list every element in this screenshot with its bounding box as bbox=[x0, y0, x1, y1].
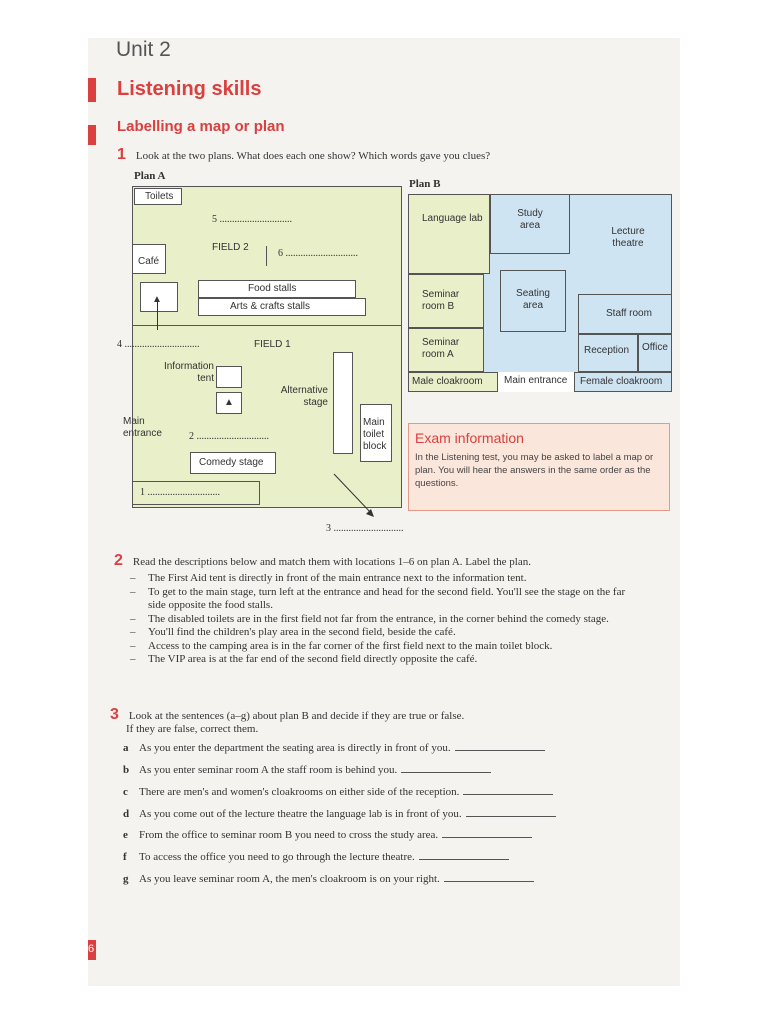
q2-list bbox=[130, 572, 630, 667]
exam-info-box bbox=[408, 423, 670, 511]
sentence-d: d As you come out of the lecture theatre the language lab is in front of you. bbox=[123, 807, 556, 820]
seminar-b-label: Seminar room B bbox=[422, 289, 460, 312]
list-item: – To get to the main stage, turn left at the entrance and head for the second field. You'll see the stage on the far side opposite the food stalls. bbox=[130, 585, 626, 611]
comedy-stage-label: Comedy stage bbox=[199, 457, 264, 468]
question-number: 1 bbox=[117, 146, 126, 163]
sentence-g: g As you leave seminar room A, the men's cloakroom is on your right. bbox=[123, 872, 534, 885]
heading-accent-bar bbox=[88, 78, 96, 102]
answer-blank[interactable] bbox=[401, 763, 491, 773]
question-text: Look at the sentences (a–g) about plan B and decide if they are true or false. bbox=[128, 710, 465, 722]
list-item: – The First Aid tent is directly in front of the main entrance next to the information tent. bbox=[130, 572, 527, 584]
section-title: Listening skills bbox=[117, 78, 262, 100]
seating-area-label: Seating area bbox=[516, 288, 550, 311]
list-item: – Access to the camping area is in the far corner of the first field next to the main toilet block. bbox=[130, 639, 553, 652]
sentence-e: e From the office to seminar room B you need to cross the study area. bbox=[123, 828, 532, 841]
toilets-label: Toilets bbox=[145, 191, 174, 202]
question-3 bbox=[110, 706, 464, 724]
main-entrance-label-b: Main entrance bbox=[504, 375, 568, 386]
info-tent-box bbox=[216, 366, 242, 388]
sentence-a: a As you enter the department the seating area is directly in front of you. bbox=[123, 741, 545, 754]
question-number: 2 bbox=[114, 552, 123, 569]
page-number: 6 bbox=[88, 943, 95, 955]
field-2-label: FIELD 2 bbox=[212, 242, 249, 253]
subheading-accent-bar bbox=[88, 125, 96, 145]
exam-info-text: In the Listening test, you may be asked to label a map or plan. You will hear the answers in the same order as the questions. bbox=[415, 452, 654, 489]
corner-arrow-icon bbox=[330, 470, 380, 520]
food-stalls-label: Food stalls bbox=[248, 283, 297, 294]
list-item: – The VIP area is at the far end of the second field directly opposite the café. bbox=[130, 653, 478, 665]
answer-blank[interactable] bbox=[442, 828, 532, 838]
language-lab-label: Language lab bbox=[422, 213, 483, 224]
female-cloakroom-label: Female cloakroom bbox=[580, 376, 663, 387]
arrow-up-icon: ▲ bbox=[152, 294, 162, 305]
cafe-label: Café bbox=[138, 256, 160, 267]
main-entrance-label: Main entrance bbox=[123, 416, 162, 439]
info-tent-label: Information tent bbox=[163, 361, 214, 384]
office-label: Office bbox=[642, 342, 668, 353]
question-2 bbox=[114, 552, 531, 570]
field-divider bbox=[132, 325, 402, 326]
blank-4: 4 .............................. bbox=[117, 339, 200, 350]
answer-blank[interactable] bbox=[444, 872, 534, 882]
male-cloakroom-label: Male cloakroom bbox=[412, 376, 483, 387]
alternative-stage-box bbox=[333, 352, 353, 454]
answer-blank[interactable] bbox=[466, 807, 556, 817]
arrow-up-icon: ▲ bbox=[224, 397, 234, 408]
page-sheet bbox=[88, 38, 680, 986]
question-number: 3 bbox=[110, 706, 119, 723]
blank-5: 5 ............................. bbox=[212, 214, 292, 225]
blank-2: 2 ............................. bbox=[189, 431, 269, 442]
plan-b-title: Plan B bbox=[409, 178, 441, 190]
question-3-text-2: If they are false, correct them. bbox=[126, 723, 259, 735]
language-lab-room bbox=[408, 194, 490, 274]
seminar-a-label: Seminar room A bbox=[422, 337, 460, 360]
staff-room-label: Staff room bbox=[606, 308, 652, 319]
question-text: Read the descriptions below and match them with locations 1–6 on plan A. Label the plan. bbox=[132, 556, 531, 568]
main-toilet-block-label: Main toilet block bbox=[363, 417, 387, 452]
answer-blank[interactable] bbox=[419, 850, 509, 860]
sentence-b: b As you enter seminar room A the staff room is behind you. bbox=[123, 763, 491, 776]
blank-1: 1 ............................. bbox=[140, 487, 220, 498]
alternative-stage-label: Alternative stage bbox=[280, 385, 328, 408]
reception-label: Reception bbox=[584, 345, 630, 356]
blank-3: 3 ............................ bbox=[326, 523, 404, 534]
answer-blank[interactable] bbox=[455, 741, 545, 751]
plan-a-title: Plan A bbox=[134, 170, 166, 182]
list-item: – The disabled toilets are in the first field not far from the entrance, in the corner behind the comedy stage. bbox=[130, 612, 609, 625]
section-subtitle: Labelling a map or plan bbox=[117, 118, 285, 135]
arts-stalls-label: Arts & crafts stalls bbox=[230, 301, 311, 312]
unit-label: Unit 2 bbox=[116, 38, 171, 61]
lecture-theatre-label: Lecture theatre bbox=[611, 226, 645, 249]
question-1 bbox=[117, 146, 490, 164]
sentence-f: f To access the office you need to go through the lecture theatre. bbox=[123, 850, 509, 863]
field-1-label: FIELD 1 bbox=[254, 339, 291, 350]
blank-6: 6 ............................. bbox=[278, 248, 358, 259]
sentence-c: c There are men's and women's cloakrooms on either side of the reception. bbox=[123, 785, 553, 798]
study-area-label: Study area bbox=[517, 208, 543, 231]
list-item: – You'll find the children's play area in the second field, beside the café. bbox=[130, 626, 456, 638]
answer-blank[interactable] bbox=[463, 785, 553, 795]
question-text: Look at the two plans. What does each one show? Which words gave you clues? bbox=[135, 150, 491, 162]
exam-info-title: Exam information bbox=[415, 430, 524, 446]
